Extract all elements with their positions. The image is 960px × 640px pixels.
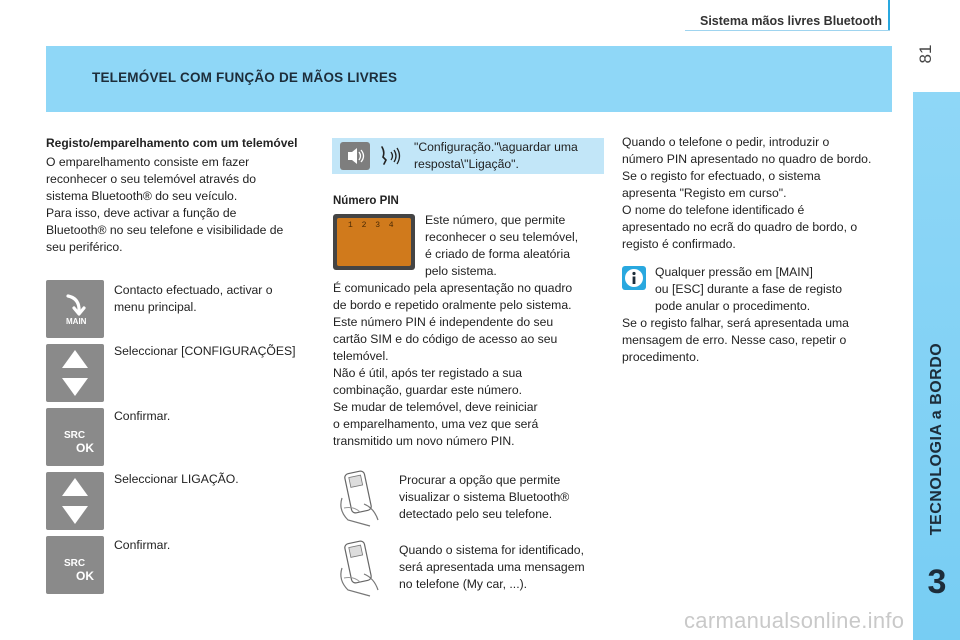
intro-line: Para isso, deve activar a função de	[46, 206, 237, 220]
right-line: registo é confirmado.	[622, 237, 736, 251]
phone-line: será apresentada uma mensagem	[399, 560, 585, 574]
ok-label: OK	[76, 569, 94, 583]
right-line: Se o registo falhar, será apresentada uma	[622, 316, 849, 330]
phone-hand-icon	[334, 468, 390, 528]
pin-line: combinação, guardar este número.	[333, 383, 523, 397]
pin-line: transmitido um novo número PIN.	[333, 434, 515, 448]
section-title: TELEMÓVEL COM FUNÇÃO DE MÃOS LIVRES	[92, 70, 398, 85]
pin-line: Este número PIN é independente do seu	[333, 315, 554, 329]
step-line: Contacto efectuado, activar o	[114, 283, 273, 297]
phone-line: Procurar a opção que permite	[399, 473, 561, 487]
step-2-text: Seleccionar [CONFIGURAÇÕES]	[114, 344, 296, 358]
pin-entry-text	[622, 134, 871, 253]
phone-line: no telefone (My car, ...).	[399, 577, 528, 591]
arrows-graphic	[46, 344, 104, 402]
intro-line: seu periférico.	[46, 240, 123, 254]
pin-line: É comunicado pela apresentação no quadro	[333, 281, 573, 295]
src-ok-button-icon	[46, 408, 104, 466]
intro-line: reconhecer o seu telemóvel através do	[46, 172, 257, 186]
right-line: apresenta "Registo em curso".	[622, 186, 787, 200]
src-label: SRC	[64, 558, 86, 569]
voice-line: resposta\"Ligação".	[414, 157, 519, 171]
right-line: procedimento.	[622, 350, 700, 364]
phone-line: visualizar o sistema Bluetooth®	[399, 490, 570, 504]
step-line: menu principal.	[114, 300, 197, 314]
info-line: pode anular o procedimento.	[655, 299, 811, 313]
info-icon	[622, 266, 646, 290]
pin-line: cartão SIM e do código de acesso ao seu	[333, 332, 558, 346]
right-line: número PIN apresentado no quadro de bordo.	[622, 152, 872, 166]
right-line: apresentado no ecrã do quadro de bordo, o	[622, 220, 858, 234]
pin-line: de bordo e repetido oralmente pelo sistema.	[333, 298, 572, 312]
chapter-number: 3	[927, 563, 947, 601]
page-number: 81	[916, 44, 935, 64]
pin-line: Não é útil, após ter registado a sua	[333, 366, 523, 380]
src-label: SRC	[64, 430, 86, 441]
ok-label: OK	[76, 441, 94, 455]
src-ok-button-icon	[46, 536, 104, 594]
info-note	[655, 264, 842, 315]
speaker-graphic	[340, 142, 370, 170]
right-line: mensagem de erro. Nesse caso, repetir o	[622, 333, 847, 347]
main-key-label: MAIN	[66, 317, 87, 326]
pin-line: Se mudar de telemóvel, deve reiniciar	[333, 400, 538, 414]
pin-line: telemóvel.	[333, 349, 389, 363]
info-line: ou [ESC] durante a fase de registo	[655, 282, 842, 296]
phone-line: detectado pelo seu telefone.	[399, 507, 553, 521]
phone-step-1-text	[399, 472, 569, 523]
up-down-arrows-icon	[46, 472, 104, 530]
voice-command-icon	[340, 142, 370, 170]
pin-line: é criado de forma aleatória	[425, 247, 570, 261]
arrows-graphic	[46, 472, 104, 530]
voice-line: "Configuração."\aguardar uma	[414, 140, 578, 154]
header-accent	[888, 0, 890, 30]
pairing-intro	[46, 154, 283, 256]
failure-text	[622, 315, 849, 366]
running-header: Sistema mãos livres Bluetooth	[699, 14, 882, 28]
right-line: Se o registo for efectuado, o sistema	[622, 169, 821, 183]
phone-step-2-text	[399, 542, 585, 593]
header-rule	[685, 30, 890, 31]
info-line: Qualquer pressão em [MAIN]	[655, 265, 813, 279]
step-3-text: Confirmar.	[114, 409, 171, 423]
pairing-heading: Registo/emparelhamento com um telemóvel	[46, 136, 298, 150]
intro-line: sistema Bluetooth® do seu veículo.	[46, 189, 238, 203]
voice-command-text	[414, 139, 578, 173]
step-4-text: Seleccionar LIGAÇÃO.	[114, 472, 239, 486]
pin-heading: Número PIN	[333, 195, 399, 207]
main-button-icon	[46, 280, 104, 338]
main-arrow-icon	[46, 280, 104, 338]
right-line: O nome do telefone identificado é	[622, 203, 805, 217]
intro-line: O emparelhamento consiste em fazer	[46, 155, 250, 169]
pin-line: Este número, que permite	[425, 213, 566, 227]
speaking-head-icon	[376, 142, 404, 170]
step-5-text: Confirmar.	[114, 538, 171, 552]
watermark: carmanualsonline.info	[684, 608, 905, 633]
pin-text-beside	[425, 212, 578, 280]
chapter-label: TECNOLOGIA a BORDO	[928, 342, 945, 536]
pin-digits: 1 2 3 4	[348, 221, 396, 230]
pin-line: reconhecer o seu telemóvel,	[425, 230, 579, 244]
pin-line: pelo sistema.	[425, 264, 497, 278]
phone-hand-icon	[334, 538, 390, 598]
step-1-text	[114, 282, 273, 316]
intro-line: Bluetooth® no seu telefone e visibilidade de	[46, 223, 284, 237]
right-line: Quando o telefone o pedir, introduzir o	[622, 135, 830, 149]
phone-line: Quando o sistema for identificado,	[399, 543, 584, 557]
up-down-arrows-icon	[46, 344, 104, 402]
pin-text-below	[333, 280, 572, 450]
pin-line: o emparelhamento, uma vez que será	[333, 417, 539, 431]
